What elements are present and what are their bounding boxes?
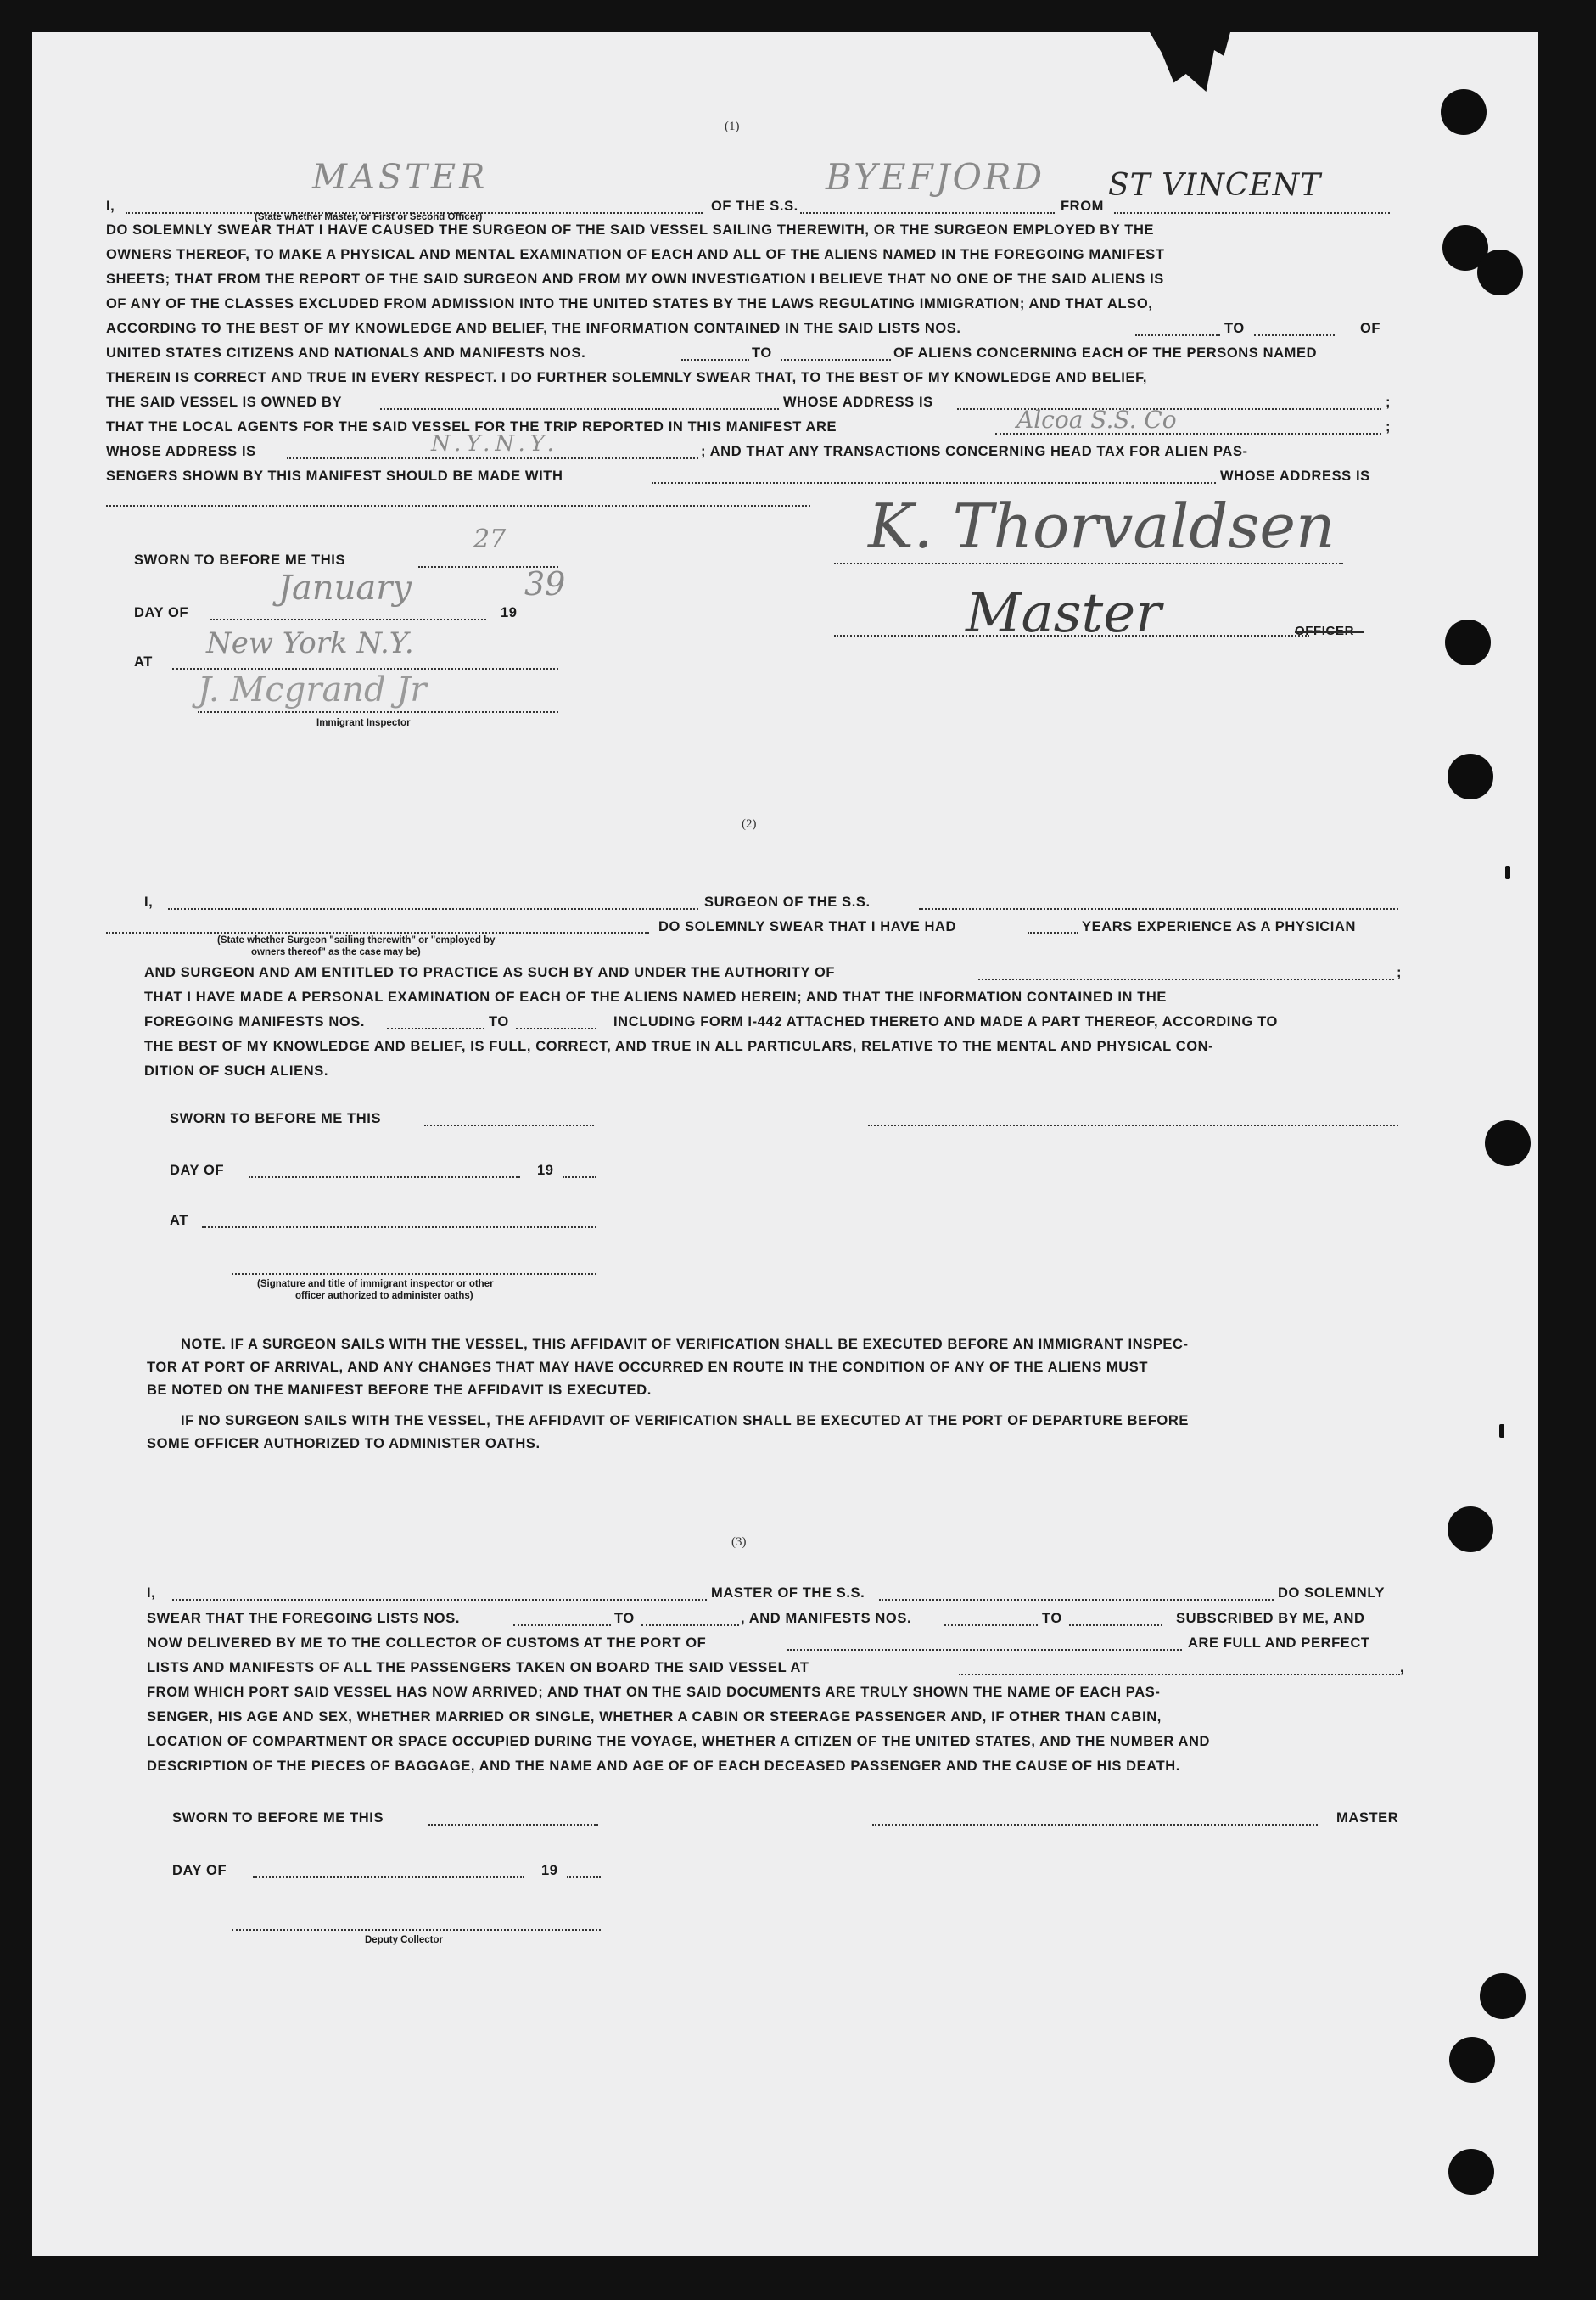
s3-taken-aboard-label: LISTS AND MANIFESTS OF ALL THE PASSENGERS TAKEN ON BOARD THE SAID VESSEL AT <box>147 1660 809 1675</box>
s2-manifests-to-field <box>516 1028 596 1029</box>
handwritten-ship: BYEFJORD <box>826 156 1045 198</box>
punch-hole <box>1480 1973 1526 2019</box>
s1-line-11-rest: ; AND THAT ANY TRANSACTIONS CONCERNING HEAD TAX FOR ALIEN PAS- <box>701 444 1248 459</box>
punch-hole <box>1485 1120 1531 1166</box>
s2-year-field <box>563 1176 596 1178</box>
s2-surgeon-type-field <box>106 932 649 934</box>
s2-line-5-rest: INCLUDING FORM I-442 ATTACHED THERETO AND MADE A PART THEREOF, ACCORDING TO <box>613 1014 1278 1029</box>
s3-port-field <box>787 1649 1182 1651</box>
s1-line-4: SHEETS; THAT FROM THE REPORT OF THE SAID SURGEON AND FROM MY OWN INVESTIGATION I BELIEVE THAT NO ONE OF THE SAID ALIENS IS <box>106 272 1164 287</box>
s1-owner-field <box>380 408 779 410</box>
s2-line-4: THAT I HAVE MADE A PERSONAL EXAMINATION OF EACH OF THE ALIENS NAMED HEREIN; AND THAT THE INFORMATION CONTAINED IN THE <box>144 990 1168 1005</box>
s2-note-a-1: NOTE. IF A SURGEON SAILS WITH THE VESSEL, THIS AFFIDAVIT OF VERIFICATION SHALL BE EXECUTED BEFORE AN IMMIGRANT INSPEC- <box>181 1337 1189 1352</box>
s3-sworn-label: SWORN TO BEFORE ME THIS <box>172 1810 384 1826</box>
s2-note-b-1: IF NO SURGEON SAILS WITH THE VESSEL, THE AFFIDAVIT OF VERIFICATION SHALL BE EXECUTED AT THE PORT OF DEPARTURE BEFORE <box>181 1413 1189 1428</box>
s1-day-field <box>210 619 486 620</box>
handwritten-month: January <box>278 569 412 608</box>
s2-label-i: I, <box>144 895 154 910</box>
section-2-number: (2) <box>742 817 757 831</box>
s3-manifests-to-field <box>1069 1624 1162 1626</box>
s3-solemnly-label: DO SOLEMNLY <box>1278 1585 1386 1601</box>
s2-name-field <box>168 908 698 910</box>
s2-years-field <box>1028 932 1078 934</box>
s2-line-3-semicolon: ; <box>1397 965 1403 980</box>
handwritten-at-place: New York N.Y. <box>206 626 414 660</box>
s3-line-4-comma: , <box>1400 1660 1405 1675</box>
punch-hole <box>1448 754 1493 799</box>
s1-owned-by-label: THE SAID VESSEL IS OWNED BY <box>106 395 343 410</box>
s3-line-8: DESCRIPTION OF THE PIECES OF BAGGAGE, AND THE NAME AND AGE OF OF EACH DECEASED PASSENGER AND THE CAUSE OF HIS DEATH. <box>147 1759 1180 1774</box>
punch-hole <box>1477 250 1523 295</box>
handwritten-address: N.Y.N.Y. <box>431 431 559 457</box>
s3-lists-to-field <box>641 1624 739 1626</box>
s3-full-perfect-label: ARE FULL AND PERFECT <box>1188 1635 1370 1651</box>
s1-day-label: DAY OF <box>134 605 189 620</box>
s1-from-field <box>1114 212 1390 214</box>
s1-ship-field <box>800 212 1055 214</box>
manifest-page <box>32 32 1538 2256</box>
torn-corner <box>1150 32 1230 92</box>
s3-manifests-from-field <box>944 1624 1038 1626</box>
s3-manifests-label: , AND MANIFESTS NOS. <box>741 1611 912 1626</box>
s3-year-field <box>567 1876 601 1878</box>
s1-agents-address-field <box>287 457 698 459</box>
s3-deputy-sign-line <box>232 1929 601 1931</box>
punch-hole <box>1449 2037 1495 2083</box>
s1-line-7: UNITED STATES CITIZENS AND NATIONALS AND MANIFESTS NOS. <box>106 345 586 361</box>
s1-line-6: ACCORDING TO THE BEST OF MY KNOWLEDGE AND BELIEF, THE INFORMATION CONTAINED IN THE SAID LISTS NOS. <box>106 321 961 336</box>
s3-aboard-field <box>959 1674 1400 1675</box>
binder-mark <box>1505 866 1510 879</box>
s2-at-field <box>202 1226 596 1228</box>
s1-label-of-ss: OF THE S.S. <box>711 199 798 214</box>
s2-sign-caption-1: (Signature and title of immigrant inspector or other <box>257 1279 494 1289</box>
s2-surgeon-label: SURGEON OF THE S.S. <box>704 895 871 910</box>
handwritten-day: 27 <box>473 525 507 554</box>
s1-head-tax-label: SENGERS SHOWN BY THIS MANIFEST SHOULD BE MADE WITH <box>106 468 563 484</box>
handwritten-master-signature: K. Thorvaldsen <box>868 491 1336 562</box>
punch-hole <box>1445 620 1491 665</box>
s3-master-label: MASTER <box>1336 1810 1399 1826</box>
s3-deputy-caption: Deputy Collector <box>365 1935 444 1945</box>
s1-inspector-sign-line <box>198 711 558 713</box>
s2-note-a-2: TOR AT PORT OF ARRIVAL, AND ANY CHANGES THAT MAY HAVE OCCURRED EN ROUTE IN THE CONDITION OF ANY OF THE ALIENS MUST <box>147 1360 1149 1375</box>
s2-note-b-2: SOME OFFICER AUTHORIZED TO ADMINISTER OATHS. <box>147 1436 540 1451</box>
s3-lists-from-field <box>513 1624 611 1626</box>
s1-manifests-to-field <box>781 359 891 361</box>
s3-day-label: DAY OF <box>172 1863 227 1878</box>
s1-line-8: THEREIN IS CORRECT AND TRUE IN EVERY RESPECT. I DO FURTHER SOLEMNLY SWEAR THAT, TO THE BEST OF MY KNOWLEDGE AND BELIEF, <box>106 370 1148 385</box>
section-1-number: (1) <box>725 120 740 133</box>
punch-hole <box>1448 2149 1494 2195</box>
s2-note-a-3: BE NOTED ON THE MANIFEST BEFORE THE AFFIDAVIT IS EXECUTED. <box>147 1383 652 1398</box>
s1-lists-from-field <box>1135 334 1220 336</box>
s1-agents-address-label: WHOSE ADDRESS IS <box>106 444 256 459</box>
s2-ship-field <box>919 908 1398 910</box>
handwritten-from-port: ST VINCENT <box>1108 168 1322 203</box>
s1-line-2: DO SOLEMNLY SWEAR THAT I HAVE CAUSED THE SURGEON OF THE SAID VESSEL SAILING THEREWITH, OR THE SURGEON EMPLOYED BY THE <box>106 222 1155 238</box>
s1-at-label: AT <box>134 654 153 670</box>
section-3-number: (3) <box>731 1535 747 1549</box>
s1-line-6-of: OF <box>1360 321 1381 336</box>
s1-line-7-rest: OF ALIENS CONCERNING EACH OF THE PERSONS NAMED <box>893 345 1318 361</box>
s1-owner-address-label: WHOSE ADDRESS IS <box>783 395 933 410</box>
s2-years-label: DO SOLEMNLY SWEAR THAT I HAVE HAD <box>658 919 957 934</box>
punch-hole <box>1441 89 1487 135</box>
s1-line-5: OF ANY OF THE CLASSES EXCLUDED FROM ADMISSION INTO THE UNITED STATES BY THE LAWS REGULATING IMMIGRATION; AND THAT ALSO, <box>106 296 1153 311</box>
s3-sworn-field <box>428 1824 598 1826</box>
s3-subscribed-label: SUBSCRIBED BY ME, AND <box>1176 1611 1365 1626</box>
s3-label-i: I, <box>147 1585 156 1601</box>
handwritten-rank: MASTER <box>312 158 489 197</box>
s1-lists-to-field <box>1254 334 1335 336</box>
handwritten-agents: Alcoa S.S. Co <box>1016 406 1177 434</box>
s2-year-label: 19 <box>537 1163 554 1178</box>
s2-line-7: DITION OF SUCH ALIENS. <box>144 1063 329 1079</box>
s1-label-i: I, <box>106 199 115 214</box>
s3-lists-to-label: TO <box>614 1611 635 1626</box>
s3-line-5: FROM WHICH PORT SAID VESSEL HAS NOW ARRIVED; AND THAT ON THE SAID DOCUMENTS ARE TRULY SHOWN THE NAME OF EACH PAS- <box>147 1685 1161 1700</box>
s2-surgeon-note-2: owners thereof" as the case may be) <box>251 947 421 957</box>
s3-lists-label: SWEAR THAT THE FOREGOING LISTS NOS. <box>147 1611 461 1626</box>
punch-hole <box>1448 1506 1493 1552</box>
s1-agents-label: THAT THE LOCAL AGENTS FOR THE SAID VESSEL FOR THE TRIP REPORTED IN THIS MANIFEST ARE <box>106 419 837 435</box>
s1-rank-note: (State whether Master, or First or Second Officer) <box>255 212 483 222</box>
handwritten-year: 39 <box>524 565 566 603</box>
s1-inspector-caption: Immigrant Inspector <box>316 718 411 728</box>
s2-at-label: AT <box>170 1213 188 1228</box>
s2-line-6: THE BEST OF MY KNOWLEDGE AND BELIEF, IS FULL, CORRECT, AND TRUE IN ALL PARTICULARS, RELATIVE TO THE MENTAL AND PHYSICAL CON- <box>144 1039 1214 1054</box>
s2-manifests-to-label: TO <box>489 1014 509 1029</box>
s2-manifests-label: FOREGOING MANIFESTS NOS. <box>144 1014 366 1029</box>
s2-surgeon-sign-line <box>868 1125 1398 1126</box>
s2-manifests-from-field <box>387 1028 484 1029</box>
s3-port-label: NOW DELIVERED BY ME TO THE COLLECTOR OF CUSTOMS AT THE PORT OF <box>147 1635 707 1651</box>
binder-mark <box>1499 1424 1504 1438</box>
officer-strikethrough <box>1295 631 1364 633</box>
s1-line-7-to: TO <box>752 345 772 361</box>
s3-day-field <box>253 1876 524 1878</box>
s1-line-10-semicolon: ; <box>1386 419 1392 435</box>
s2-authority-field <box>978 979 1394 980</box>
s1-sworn-label: SWORN TO BEFORE ME THIS <box>134 553 346 568</box>
s1-head-tax-field <box>652 482 1216 484</box>
s1-manifests-from-field <box>681 359 749 361</box>
s2-sign-caption-2: officer authorized to administer oaths) <box>295 1291 473 1301</box>
s1-master-sign-line <box>834 563 1343 564</box>
s2-authority-label: AND SURGEON AND AM ENTITLED TO PRACTICE AS SUCH BY AND UNDER THE AUTHORITY OF <box>144 965 836 980</box>
s3-ship-field <box>879 1599 1274 1601</box>
s2-sworn-field <box>424 1125 594 1126</box>
s1-head-tax-address-label: WHOSE ADDRESS IS <box>1220 468 1370 484</box>
s2-day-label: DAY OF <box>170 1163 225 1178</box>
handwritten-title-signature: Master <box>966 582 1162 645</box>
s1-head-tax-address-field <box>106 505 810 507</box>
s3-line-6: SENGER, HIS AGE AND SEX, WHETHER MARRIED OR SINGLE, WHETHER A CABIN OR STEERAGE PASSENGER AND, IF OTHER THAN CABIN, <box>147 1709 1162 1725</box>
s2-sworn-label: SWORN TO BEFORE ME THIS <box>170 1111 382 1126</box>
s3-manifests-to-label: TO <box>1042 1611 1062 1626</box>
s3-year-label: 19 <box>541 1863 558 1878</box>
s2-surgeon-note-1: (State whether Surgeon "sailing therewith" or "employed by <box>217 935 496 945</box>
s3-master-of-label: MASTER OF THE S.S. <box>711 1585 865 1601</box>
handwritten-inspector-signature: J. Mcgrand Jr <box>198 670 427 710</box>
s1-line-6-to: TO <box>1224 321 1245 336</box>
s3-master-sign-line <box>872 1824 1318 1826</box>
s2-physician-label: YEARS EXPERIENCE AS A PHYSICIAN <box>1082 919 1356 934</box>
s2-day-field <box>249 1176 520 1178</box>
s1-label-from: FROM <box>1061 199 1104 214</box>
s1-line-9-semicolon: ; <box>1386 395 1392 410</box>
s2-inspector-sign-line <box>232 1273 596 1275</box>
s1-at-field <box>172 668 558 670</box>
s3-line-7: LOCATION OF COMPARTMENT OR SPACE OCCUPIED DURING THE VOYAGE, WHETHER A CITIZEN OF THE UNITED STATES, AND THE NUMBER AND <box>147 1734 1210 1749</box>
s1-line-3: OWNERS THEREOF, TO MAKE A PHYSICAL AND MENTAL EXAMINATION OF EACH AND ALL OF THE ALIENS NAMED IN THE FOREGOING MANIFEST <box>106 247 1165 262</box>
s3-name-field <box>172 1599 707 1601</box>
s1-year-label: 19 <box>501 605 518 620</box>
